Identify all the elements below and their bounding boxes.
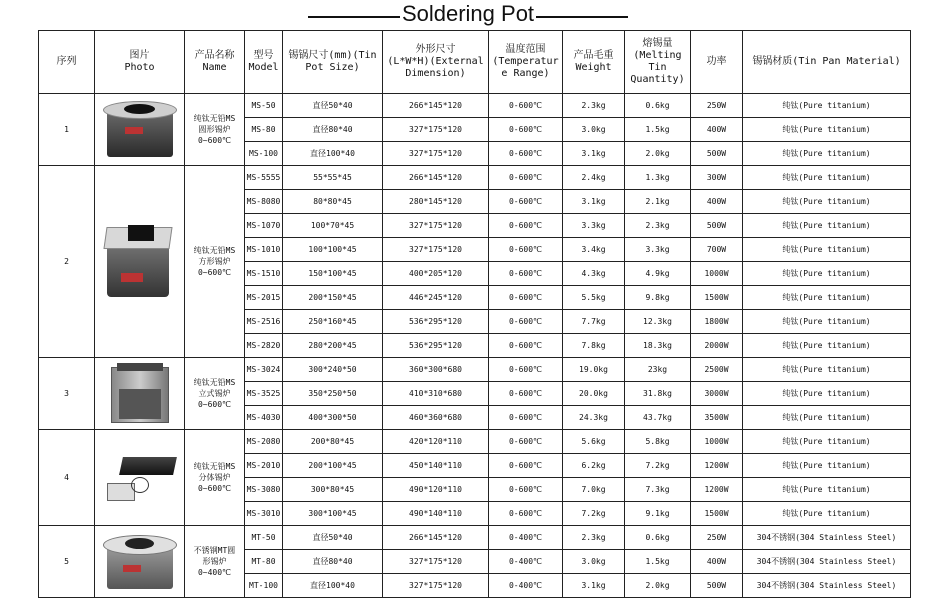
cell-dimension: 490*140*110 xyxy=(383,502,489,526)
cell-material: 纯钛(Pure titanium) xyxy=(743,382,911,406)
cell-material: 纯钛(Pure titanium) xyxy=(743,358,911,382)
cell-pot-size: 300*80*45 xyxy=(283,478,383,502)
cell-weight: 3.0kg xyxy=(563,550,625,574)
cell-weight: 7.2kg xyxy=(563,502,625,526)
cell-dimension: 536*295*120 xyxy=(383,334,489,358)
cell-weight: 2.4kg xyxy=(563,166,625,190)
cell-tin-qty: 5.8kg xyxy=(625,430,691,454)
cell-tin-qty: 0.6kg xyxy=(625,526,691,550)
photo-part-pot xyxy=(124,104,155,114)
square-solder-pot-photo xyxy=(101,217,179,307)
cell-material: 纯钛(Pure titanium) xyxy=(743,142,911,166)
header-tin-qty: 熔锡量 (Melting Tin Quantity) xyxy=(625,31,691,94)
cell-dimension: 420*120*110 xyxy=(383,430,489,454)
cell-material: 纯钛(Pure titanium) xyxy=(743,430,911,454)
cell-model: MS-2080 xyxy=(245,430,283,454)
cell-weight: 3.4kg xyxy=(563,238,625,262)
table-row xyxy=(39,358,911,382)
cell-temp: 0-600℃ xyxy=(489,286,563,310)
photo-part-pot xyxy=(125,538,153,549)
cell-tin-qty: 43.7kg xyxy=(625,406,691,430)
cell-tin-qty: 1.3kg xyxy=(625,166,691,190)
cell-tin-qty: 9.1kg xyxy=(625,502,691,526)
photo-part-disp xyxy=(123,565,141,572)
cell-dimension: 327*175*120 xyxy=(383,574,489,598)
cell-dimension: 266*145*120 xyxy=(383,526,489,550)
cell-temp: 0-600℃ xyxy=(489,502,563,526)
cell-material: 纯钛(Pure titanium) xyxy=(743,214,911,238)
cell-weight: 3.1kg xyxy=(563,190,625,214)
cell-power: 2500W xyxy=(691,358,743,382)
cell-dimension: 327*175*120 xyxy=(383,142,489,166)
title-rule-right xyxy=(536,16,628,18)
cell-material: 纯钛(Pure titanium) xyxy=(743,334,911,358)
cell-temp: 0-600℃ xyxy=(489,358,563,382)
cell-tin-qty: 9.8kg xyxy=(625,286,691,310)
cell-power: 1500W xyxy=(691,286,743,310)
cell-power: 1800W xyxy=(691,310,743,334)
round-solder-pot-photo xyxy=(101,97,179,163)
cell-weight: 4.3kg xyxy=(563,262,625,286)
cell-pot-size: 直径100*40 xyxy=(283,574,383,598)
cell-temp: 0-600℃ xyxy=(489,430,563,454)
cell-dimension: 327*175*120 xyxy=(383,238,489,262)
cell-pot-size: 250*160*45 xyxy=(283,310,383,334)
group-seq: 1 xyxy=(39,94,95,166)
page-title: Soldering Pot xyxy=(401,1,535,26)
cell-model: MS-3024 xyxy=(245,358,283,382)
photo-part-trough xyxy=(119,457,177,475)
photo-part-disp xyxy=(121,273,143,282)
cell-pot-size: 200*150*45 xyxy=(283,286,383,310)
cell-pot-size: 200*80*45 xyxy=(283,430,383,454)
cell-temp: 0-400℃ xyxy=(489,574,563,598)
cell-tin-qty: 12.3kg xyxy=(625,310,691,334)
cell-power: 3500W xyxy=(691,406,743,430)
cell-power: 3000W xyxy=(691,382,743,406)
spec-table xyxy=(38,30,911,598)
cell-power: 700W xyxy=(691,238,743,262)
cell-power: 250W xyxy=(691,526,743,550)
cell-material: 纯钛(Pure titanium) xyxy=(743,310,911,334)
cell-temp: 0-600℃ xyxy=(489,454,563,478)
separate-solder-pot-photo xyxy=(101,433,179,523)
cell-tin-qty: 3.3kg xyxy=(625,238,691,262)
cell-model: MS-2010 xyxy=(245,454,283,478)
cell-weight: 6.2kg xyxy=(563,454,625,478)
header-dimension: 外形尺寸 (L*W*H)(External Dimension) xyxy=(383,31,489,94)
cell-power: 500W xyxy=(691,574,743,598)
cell-pot-size: 280*200*45 xyxy=(283,334,383,358)
cell-model: MS-5555 xyxy=(245,166,283,190)
cell-temp: 0-400℃ xyxy=(489,526,563,550)
cell-power: 500W xyxy=(691,214,743,238)
title-rule-left xyxy=(308,16,400,18)
cell-pot-size: 400*300*50 xyxy=(283,406,383,430)
header-power: 功率 xyxy=(691,31,743,94)
cell-weight: 3.3kg xyxy=(563,214,625,238)
cell-weight: 7.7kg xyxy=(563,310,625,334)
cell-temp: 0-600℃ xyxy=(489,382,563,406)
cell-tin-qty: 0.6kg xyxy=(625,94,691,118)
table-row xyxy=(39,94,911,118)
photo-part-pot xyxy=(128,225,154,241)
cell-power: 500W xyxy=(691,142,743,166)
cell-weight: 7.0kg xyxy=(563,478,625,502)
cell-weight: 20.0kg xyxy=(563,382,625,406)
cell-material: 纯钛(Pure titanium) xyxy=(743,478,911,502)
cell-tin-qty: 1.5kg xyxy=(625,550,691,574)
cell-weight: 3.0kg xyxy=(563,118,625,142)
cell-material: 纯钛(Pure titanium) xyxy=(743,94,911,118)
group-photo-cell xyxy=(95,166,185,358)
header-name: 产品名称 Name xyxy=(185,31,245,94)
group-seq: 5 xyxy=(39,526,95,598)
cell-material: 纯钛(Pure titanium) xyxy=(743,238,911,262)
cell-material: 纯钛(Pure titanium) xyxy=(743,190,911,214)
cell-temp: 0-600℃ xyxy=(489,262,563,286)
cell-weight: 7.8kg xyxy=(563,334,625,358)
cell-power: 1200W xyxy=(691,478,743,502)
cell-model: MS-80 xyxy=(245,118,283,142)
cell-material: 304不锈钢(304 Stainless Steel) xyxy=(743,550,911,574)
cell-model: MS-1510 xyxy=(245,262,283,286)
cell-pot-size: 200*100*45 xyxy=(283,454,383,478)
cell-model: MS-1010 xyxy=(245,238,283,262)
cell-model: MS-1070 xyxy=(245,214,283,238)
photo-part-panel xyxy=(119,389,161,419)
table-row xyxy=(39,166,911,190)
group-photo-cell xyxy=(95,526,185,598)
cell-tin-qty: 4.9kg xyxy=(625,262,691,286)
cell-material: 纯钛(Pure titanium) xyxy=(743,454,911,478)
header-weight: 产品毛重 Weight xyxy=(563,31,625,94)
cell-material: 纯钛(Pure titanium) xyxy=(743,406,911,430)
cell-weight: 5.6kg xyxy=(563,430,625,454)
cell-pot-size: 直径50*40 xyxy=(283,94,383,118)
cell-dimension: 266*145*120 xyxy=(383,94,489,118)
cell-dimension: 446*245*120 xyxy=(383,286,489,310)
cell-power: 1200W xyxy=(691,454,743,478)
cell-pot-size: 300*100*45 xyxy=(283,502,383,526)
header-photo: 图片 Photo xyxy=(95,31,185,94)
cell-temp: 0-600℃ xyxy=(489,406,563,430)
cell-tin-qty: 2.0kg xyxy=(625,142,691,166)
cell-material: 304不锈钢(304 Stainless Steel) xyxy=(743,526,911,550)
header-temp: 温度范围 (Temperatur e Range) xyxy=(489,31,563,94)
cell-dimension: 410*310*680 xyxy=(383,382,489,406)
cell-tin-qty: 7.2kg xyxy=(625,454,691,478)
cell-power: 250W xyxy=(691,94,743,118)
cell-tin-qty: 2.0kg xyxy=(625,574,691,598)
cell-pot-size: 直径50*40 xyxy=(283,526,383,550)
cell-dimension: 266*145*120 xyxy=(383,166,489,190)
cell-model: MS-4030 xyxy=(245,406,283,430)
header-material: 锡锅材质(Tin Pan Material) xyxy=(743,31,911,94)
cell-tin-qty: 1.5kg xyxy=(625,118,691,142)
cell-model: MS-3010 xyxy=(245,502,283,526)
cell-pot-size: 350*250*50 xyxy=(283,382,383,406)
table-row xyxy=(39,526,911,550)
cell-model: MS-100 xyxy=(245,142,283,166)
cell-dimension: 327*175*120 xyxy=(383,118,489,142)
group-photo-cell xyxy=(95,94,185,166)
cell-power: 1500W xyxy=(691,502,743,526)
cell-model: MS-3080 xyxy=(245,478,283,502)
cell-tin-qty: 2.1kg xyxy=(625,190,691,214)
cell-material: 纯钛(Pure titanium) xyxy=(743,262,911,286)
cell-dimension: 400*205*120 xyxy=(383,262,489,286)
cell-weight: 5.5kg xyxy=(563,286,625,310)
cell-weight: 2.3kg xyxy=(563,526,625,550)
cell-pot-size: 300*240*50 xyxy=(283,358,383,382)
cell-pot-size: 80*80*45 xyxy=(283,190,383,214)
stainless-round-solder-pot-photo xyxy=(101,529,179,595)
cell-pot-size: 100*100*45 xyxy=(283,238,383,262)
group-product-name: 纯钛无铅MS 方形锡炉 0~600℃ xyxy=(185,166,245,358)
cell-temp: 0-600℃ xyxy=(489,118,563,142)
group-seq: 3 xyxy=(39,358,95,430)
cell-weight: 19.0kg xyxy=(563,358,625,382)
cell-material: 纯钛(Pure titanium) xyxy=(743,286,911,310)
cell-temp: 0-600℃ xyxy=(489,238,563,262)
group-seq: 2 xyxy=(39,166,95,358)
cell-weight: 24.3kg xyxy=(563,406,625,430)
cell-temp: 0-600℃ xyxy=(489,310,563,334)
group-product-name: 纯钛无铅MS 圆形锡炉 0~600℃ xyxy=(185,94,245,166)
cell-pot-size: 直径100*40 xyxy=(283,142,383,166)
group-seq: 4 xyxy=(39,430,95,526)
cell-temp: 0-600℃ xyxy=(489,142,563,166)
header-model: 型号 Model xyxy=(245,31,283,94)
table-row xyxy=(39,430,911,454)
cell-tin-qty: 23kg xyxy=(625,358,691,382)
cell-material: 304不锈钢(304 Stainless Steel) xyxy=(743,574,911,598)
cell-dimension: 460*360*680 xyxy=(383,406,489,430)
cell-temp: 0-600℃ xyxy=(489,166,563,190)
cell-material: 纯钛(Pure titanium) xyxy=(743,166,911,190)
cell-dimension: 327*175*120 xyxy=(383,550,489,574)
cell-dimension: 536*295*120 xyxy=(383,310,489,334)
cell-material: 纯钛(Pure titanium) xyxy=(743,118,911,142)
cell-power: 400W xyxy=(691,550,743,574)
cell-weight: 3.1kg xyxy=(563,142,625,166)
cell-model: MT-100 xyxy=(245,574,283,598)
photo-part-pot xyxy=(117,363,163,371)
cell-dimension: 490*120*110 xyxy=(383,478,489,502)
cell-weight: 3.1kg xyxy=(563,574,625,598)
cell-model: MS-8080 xyxy=(245,190,283,214)
cell-weight: 2.3kg xyxy=(563,94,625,118)
cell-model: MS-3525 xyxy=(245,382,283,406)
cell-temp: 0-600℃ xyxy=(489,214,563,238)
cell-temp: 0-600℃ xyxy=(489,334,563,358)
photo-part-disp xyxy=(125,127,143,134)
cell-temp: 0-400℃ xyxy=(489,550,563,574)
group-photo-cell xyxy=(95,430,185,526)
header-row xyxy=(39,31,911,94)
cell-pot-size: 55*55*45 xyxy=(283,166,383,190)
cell-dimension: 360*300*680 xyxy=(383,358,489,382)
photo-part-cable xyxy=(131,477,149,493)
cell-dimension: 450*140*110 xyxy=(383,454,489,478)
cell-pot-size: 直径80*40 xyxy=(283,118,383,142)
cell-tin-qty: 2.3kg xyxy=(625,214,691,238)
page-title-bar xyxy=(0,0,936,28)
cell-tin-qty: 31.8kg xyxy=(625,382,691,406)
cell-model: MS-2820 xyxy=(245,334,283,358)
cell-power: 400W xyxy=(691,190,743,214)
cell-power: 1000W xyxy=(691,430,743,454)
cell-pot-size: 100*70*45 xyxy=(283,214,383,238)
cell-power: 400W xyxy=(691,118,743,142)
cell-model: MT-80 xyxy=(245,550,283,574)
vertical-solder-pot-photo xyxy=(101,361,179,427)
cell-power: 2000W xyxy=(691,334,743,358)
cell-model: MT-50 xyxy=(245,526,283,550)
cell-material: 纯钛(Pure titanium) xyxy=(743,502,911,526)
cell-model: MS-2516 xyxy=(245,310,283,334)
cell-model: MS-50 xyxy=(245,94,283,118)
cell-dimension: 327*175*120 xyxy=(383,214,489,238)
header-seq: 序列 xyxy=(39,31,95,94)
cell-tin-qty: 18.3kg xyxy=(625,334,691,358)
group-product-name: 纯钛无铅MS 立式锡炉 0~600℃ xyxy=(185,358,245,430)
cell-model: MS-2015 xyxy=(245,286,283,310)
group-product-name: 纯钛无铅MS 分体锡炉 0~600℃ xyxy=(185,430,245,526)
group-product-name: 不锈钢MT圆 形锡炉 0~400℃ xyxy=(185,526,245,598)
group-photo-cell xyxy=(95,358,185,430)
cell-temp: 0-600℃ xyxy=(489,190,563,214)
cell-power: 1000W xyxy=(691,262,743,286)
cell-pot-size: 直径80*40 xyxy=(283,550,383,574)
cell-pot-size: 150*100*45 xyxy=(283,262,383,286)
cell-tin-qty: 7.3kg xyxy=(625,478,691,502)
cell-temp: 0-600℃ xyxy=(489,478,563,502)
cell-temp: 0-600℃ xyxy=(489,94,563,118)
cell-power: 300W xyxy=(691,166,743,190)
cell-dimension: 280*145*120 xyxy=(383,190,489,214)
header-pot-size: 锡锅尺寸(mm)(Tin Pot Size) xyxy=(283,31,383,94)
